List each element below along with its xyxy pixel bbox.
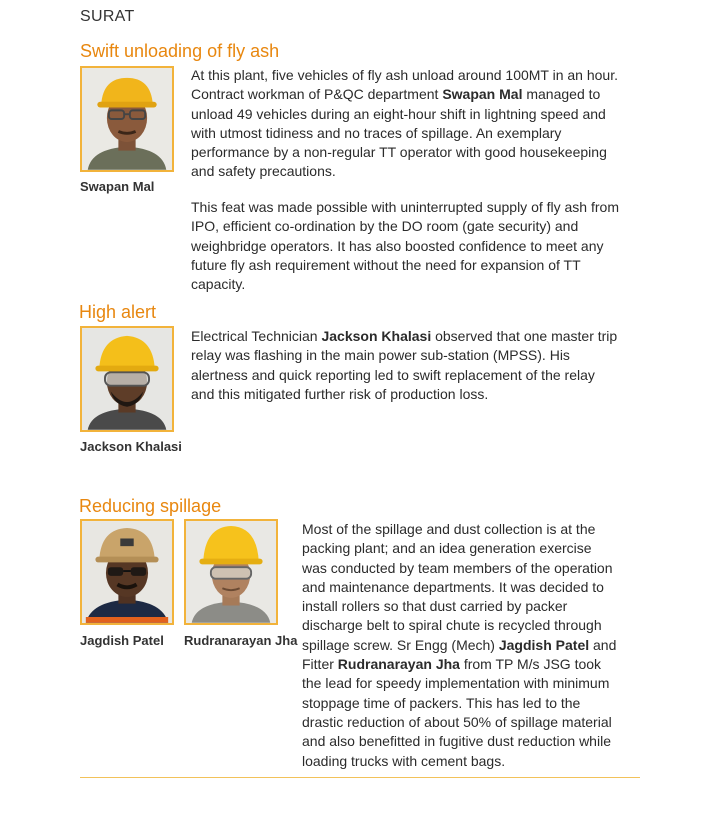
worker-portrait-icon [82, 521, 172, 623]
photo-caption: Jagdish Patel [80, 633, 164, 648]
photo-jagdish-patel [80, 519, 174, 625]
paragraph-fly-ash-2: This feat was made possible with uninterrupted supply of fly ash from IPO, efficient co-ordination by the DO room (gate security) and weighbridge operators. It has also boosted confidence to meet any future fly ash requirement without the need for expansion of TT capacity. [191, 199, 619, 293]
bold-name: Swapan Mal [442, 86, 523, 103]
photo-caption: Rudranarayan Jha [184, 633, 298, 648]
photo-jackson-khalasi [80, 326, 174, 432]
section-heading-reducing-spillage: Reducing spillage [79, 496, 222, 516]
worker-portrait-icon [186, 521, 276, 623]
paragraph-high-alert: Electrical Technician Jackson Khalasi observed that one master trip relay was flashing in the main power sub-station (MPSS). His alertness and quick reporting led to swift replacement of the relay and this mitigated further risk of production loss. [191, 328, 618, 402]
bold-name: Jagdish Patel [498, 636, 590, 653]
photo-caption: Jackson Khalasi [80, 439, 182, 454]
section-heading-fly-ash: Swift unloading of fly ash [80, 41, 280, 61]
location-label: SURAT [80, 8, 135, 25]
paragraph-reducing-spillage: Most of the spillage and dust collection is at the packing plant; and an idea generation exercise was conducted by team members of the operation and maintenance departments. It was decided to install rollers so that dust carried by packer discharge belt to spiral chute is recycled through spillage screw. Sr Engg (Mech) Jagdish Patel and Fitter Rudranarayan Jha from TP M/s JSG took the lead for speedy implementation with minimum stoppage time of packers. This has led to the drastic reduction of about 50% of spillage material and also benefitted in fugitive dust reduction while loading trucks with cement bags. [302, 521, 617, 769]
photo-swapan-mal [80, 66, 174, 172]
paragraph-fly-ash-1: At this plant, five vehicles of fly ash unload around 100MT in an hour. Contract workman of P&QC department Swapan Mal managed to unload 49 vehicles during an eight-hour shift in lightning speed and with utmost tidiness and no traces of spillage. An exemplary performance by a non-regular TT operator with good housekeeping and safety precautions. [191, 67, 618, 180]
bold-name: Rudranarayan Jha [337, 656, 460, 673]
divider-rule [80, 777, 640, 778]
photo-rudranarayan-jha [184, 519, 278, 625]
worker-portrait-icon [82, 328, 172, 430]
worker-portrait-icon [82, 68, 172, 170]
section-heading-high-alert: High alert [79, 302, 157, 322]
photo-caption: Swapan Mal [80, 179, 155, 194]
bold-name: Jackson Khalasi [321, 328, 432, 344]
